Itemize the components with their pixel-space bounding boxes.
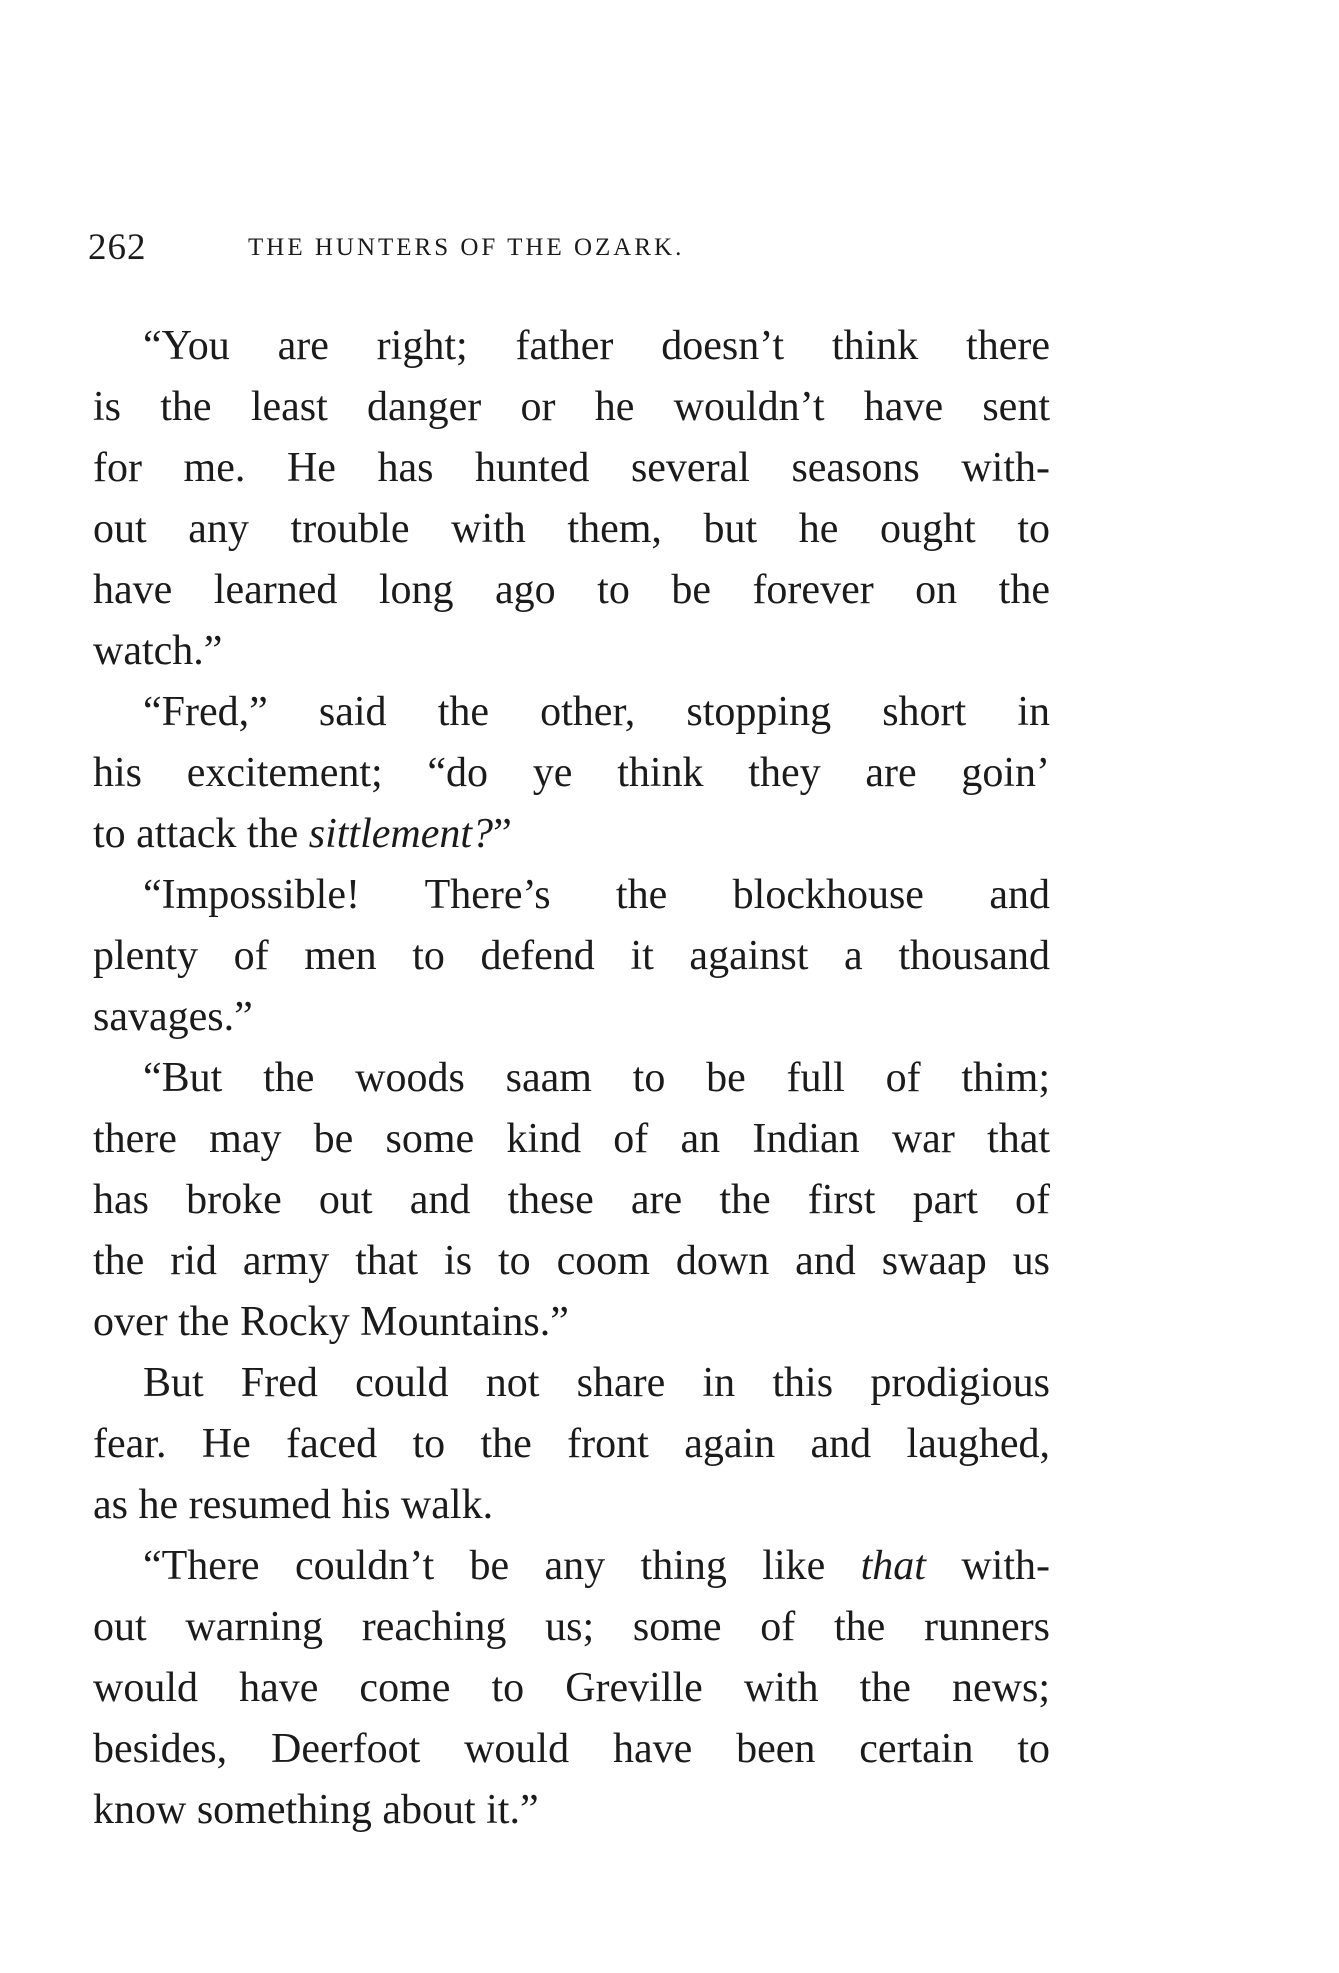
text-line: have learned long ago to be forever on the: [93, 567, 1050, 613]
text-line: But Fred could not share in this prodigious: [143, 1360, 1050, 1406]
page-header: [88, 226, 1048, 266]
text-line: has broke out and these are the first part of: [93, 1177, 1050, 1223]
text-line: know something about it.”: [93, 1787, 539, 1833]
italic-word: that: [860, 1543, 926, 1589]
text-fragment: “There couldn’t be any thing like: [143, 1543, 861, 1589]
paragraph: [93, 1353, 1050, 1536]
text-line: savages.”: [93, 994, 253, 1040]
text-line: besides, Deerfoot would have been certain to: [93, 1726, 1050, 1772]
text-line: [93, 1536, 1050, 1597]
text-line: “You are right; father doesn’t think there: [143, 323, 1050, 369]
text-line: as he resumed his walk.: [93, 1482, 494, 1528]
text-line: his excitement; “do ye think they are goin’: [93, 750, 1050, 796]
text-line: fear. He faced to the front again and laughed,: [93, 1421, 1050, 1467]
text-line: “But the woods saam to be full of thim;: [143, 1055, 1050, 1101]
paragraph: [93, 682, 1050, 865]
paragraph: [93, 1536, 1050, 1841]
body-text: [93, 316, 1050, 1841]
page-number: 262: [88, 227, 147, 268]
paragraph: [93, 1048, 1050, 1353]
text-line: “Fred,” said the other, stopping short in: [143, 689, 1050, 735]
text-line: would have come to Greville with the news;: [93, 1665, 1050, 1711]
text-line: watch.”: [93, 628, 223, 674]
text-line: there may be some kind of an Indian war that: [93, 1116, 1050, 1162]
text-line: “Impossible! There’s the blockhouse and: [143, 872, 1050, 918]
text-fragment: to attack the: [93, 811, 309, 857]
text-line: for me. He has hunted several seasons with-: [93, 445, 1050, 491]
text-fragment: ”: [493, 811, 512, 857]
text-line: [93, 804, 1050, 865]
text-fragment: with-: [925, 1543, 1050, 1589]
text-line: out warning reaching us; some of the runners: [93, 1604, 1050, 1650]
text-line: out any trouble with them, but he ought to: [93, 506, 1050, 552]
paragraph: [93, 316, 1050, 682]
text-line: over the Rocky Mountains.”: [93, 1299, 569, 1345]
text-line: plenty of men to defend it against a thousand: [93, 933, 1050, 979]
text-line: is the least danger or he wouldn’t have sent: [93, 384, 1050, 430]
running-title: THE HUNTERS OF THE OZARK.: [248, 234, 685, 261]
paragraph: [93, 865, 1050, 1048]
italic-word: sittlement?: [308, 811, 494, 857]
text-line: the rid army that is to coom down and swaap us: [93, 1238, 1050, 1284]
